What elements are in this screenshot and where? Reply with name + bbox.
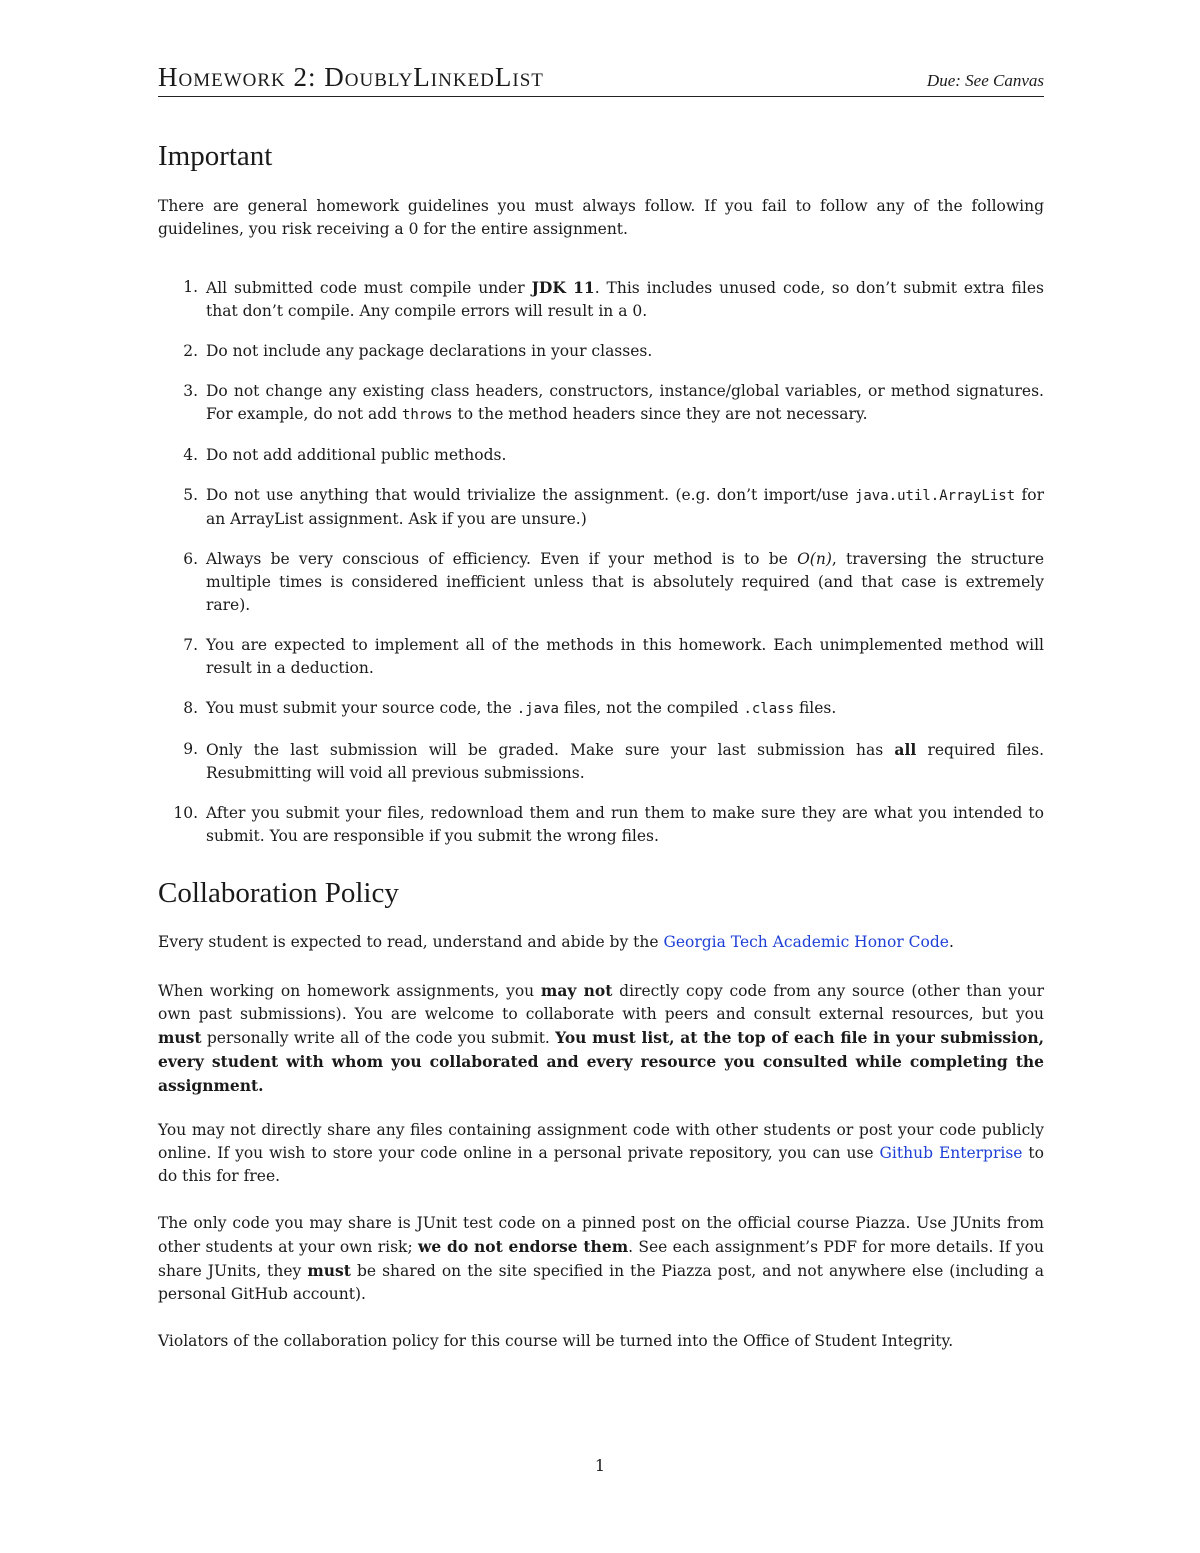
item-number: 4. — [183, 446, 198, 464]
item-text: All submitted code must compile under — [206, 279, 532, 297]
list-item — [158, 548, 1044, 617]
item-text: Do not include any package declarations in your classes. — [206, 342, 653, 360]
item-number: 10. — [173, 804, 198, 822]
collab-paragraph-4 — [158, 1212, 1044, 1306]
item-code: java.util.ArrayList — [854, 488, 1016, 504]
item-code: .java — [516, 701, 559, 717]
list-item — [158, 380, 1044, 427]
paragraph-text: You may not directly share any files containing assignment code with other students or post your code publicly online. If you wish to store your code online in a personal private repository, you can use — [158, 1121, 1044, 1162]
collab-paragraph-2 — [158, 979, 1044, 1098]
item-number: 2. — [183, 342, 198, 360]
item-number: 9. — [183, 740, 198, 758]
collab-paragraph-1 — [158, 931, 1044, 954]
paragraph-text: personally write all of the code you submit. — [201, 1029, 556, 1047]
paragraph-text: . See each assignment’s PDF for more details. If you share JUnits, they — [158, 1238, 1044, 1280]
item-text: Only the last submission will be graded. Make sure your last submission has — [206, 741, 895, 759]
item-number: 3. — [183, 382, 198, 400]
item-emphasis: JDK 11 — [531, 278, 595, 297]
paragraph-text: be shared on the site specified in the Piazza post, and not anywhere else (including a personal GitHub account). — [158, 1262, 1044, 1303]
page-header — [158, 64, 1044, 97]
important-heading: Important — [158, 140, 273, 172]
item-text: You must submit your source code, the — [206, 699, 517, 717]
item-text: for an ArrayList assignment. Ask if you are unsure.) — [206, 486, 1044, 528]
list-item — [158, 738, 1044, 785]
github-enterprise-link[interactable]: Github Enterprise — [879, 1144, 1023, 1162]
paragraph-text: When working on homework assignments, you — [158, 982, 541, 1000]
paragraph-emphasis: You must list, at the top of each file in your submission, every student with whom you collaborated and every resource you consulted while completing the assignment. — [158, 1028, 1044, 1095]
paragraph-text: to do this for free. — [158, 1144, 1044, 1185]
collab-paragraph-5: Violators of the collaboration policy for this course will be turned into the Office of Student Integrity. — [158, 1332, 954, 1350]
item-number: 5. — [183, 486, 198, 504]
item-text: Do not use anything that would trivialize the assignment. (e.g. don’t import/use — [206, 486, 855, 504]
list-item — [158, 802, 1044, 848]
list-item — [158, 484, 1044, 531]
list-item — [158, 634, 1044, 680]
paragraph-emphasis: may not — [540, 981, 613, 1000]
item-text: required files. Resubmitting will void all previous submissions. — [206, 741, 1044, 782]
paragraph-text: directly copy code from any source (other than your own past submissions). You are welcome to collaborate with peers and consult external resources, but you — [158, 982, 1044, 1023]
item-text: to the method headers since they are not necessary. — [452, 405, 868, 423]
paragraph-text: Every student is expected to read, understand and abide by the — [158, 933, 664, 951]
list-item — [158, 276, 1044, 323]
item-text: . This includes unused code, so don’t submit extra files that don’t compile. Any compile errors will result in a 0. — [206, 279, 1044, 320]
guidelines-list — [158, 276, 1044, 865]
paragraph-emphasis: we do not endorse them — [418, 1237, 629, 1256]
paragraph-emphasis: must — [307, 1261, 351, 1280]
homework-title: Homework 2: DoublyLinkedList — [158, 62, 544, 92]
item-number: 7. — [183, 636, 198, 654]
item-code: throws — [402, 407, 453, 423]
item-code: .class — [743, 701, 795, 717]
honor-code-link[interactable]: Georgia Tech Academic Honor Code — [663, 933, 949, 951]
list-item — [158, 697, 1044, 721]
item-number: 6. — [183, 550, 198, 568]
list-item — [158, 444, 1044, 467]
list-item — [158, 340, 1044, 363]
paragraph-text: The only code you may share is JUnit test code on a pinned post on the official course Piazza. Use JUnits from other students at your own risk; — [158, 1214, 1044, 1256]
collaboration-heading: Collaboration Policy — [158, 877, 399, 909]
collab-paragraph-3 — [158, 1119, 1044, 1188]
item-text: Always be very conscious of efficiency. Even if your method is to be — [206, 550, 798, 568]
item-text: Do not change any existing class headers, constructors, instance/global variables, or method signatures. For example, do not add — [206, 382, 1044, 423]
important-intro: There are general homework guidelines you must always follow. If you fail to follow any of the following guidelines, you risk receiving a 0 for the entire assignment. — [158, 197, 1044, 238]
item-text: , traversing the structure multiple times is considered inefficient unless that is absolutely required (and that case is extremely rare). — [206, 550, 1044, 614]
item-text: After you submit your files, redownload them and run them to make sure they are what you intended to submit. You are responsible if you submit the wrong files. — [206, 804, 1044, 845]
item-emphasis: all — [894, 740, 917, 759]
item-number: 1. — [183, 278, 198, 296]
item-math: O(n) — [797, 550, 832, 568]
page-number: 1 — [594, 1456, 606, 1475]
item-text: files, not the compiled — [558, 699, 744, 717]
paragraph-emphasis: must — [158, 1028, 202, 1047]
item-number: 8. — [183, 699, 198, 717]
item-text: files. — [794, 699, 837, 717]
item-text: Do not add additional public methods. — [206, 446, 507, 464]
due-date: Due: See Canvas — [926, 71, 1044, 90]
paragraph-text: . — [948, 933, 954, 951]
item-text: You are expected to implement all of the methods in this homework. Each unimplemented method will result in a deduction. — [206, 636, 1044, 677]
